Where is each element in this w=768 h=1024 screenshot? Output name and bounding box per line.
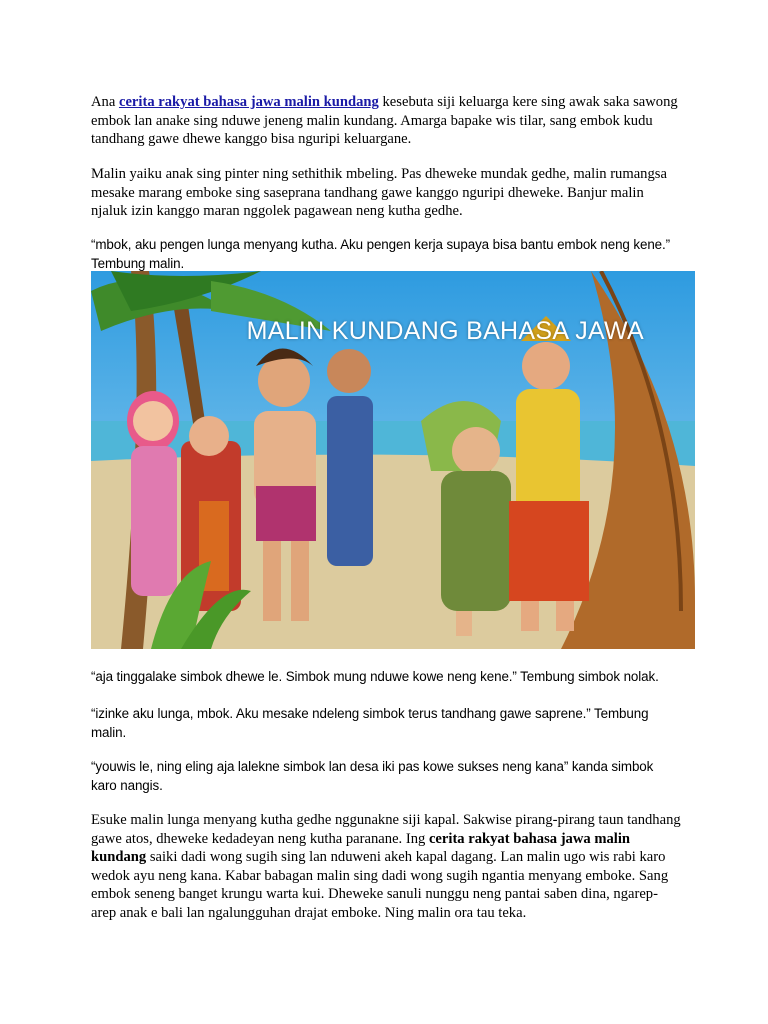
article-keyword-link[interactable]: cerita rakyat bahasa jawa malin kundang <box>118 94 379 110</box>
illustration-title: MALIN KUNDANG BAHASA JAWA <box>246 317 644 345</box>
paragraph-mother-blessing: “youwis le, ning eling aja lalekne simbok lan desa iki pas kowe sukses neng kana” kanda simbok karo nangis. <box>91 759 654 793</box>
paragraph-malin: Malin yaiku anak sing pinter ning sethithik mbeling. Pas dheweke mundak gedhe, malin rumangsa mesake marang emboke sing saseprana tandhang gawe kanggo nguripi dheweke. Banjur malin njaluk izin kanggo maran nggolek pagawean neng kutha gedhe. <box>91 166 667 220</box>
story-illustration <box>91 271 695 649</box>
departure-text-start: Esuke malin lunga menyang kutha gedhe nggunakne siji kapal. Sakwise pirang-pirang taun tandhang gawe atos, dheweke kedadeyan neng kutha paranane. Ing <box>91 812 681 847</box>
paragraph-malin-pleads: “izinke aku lunga, mbok. Aku mesake ndeleng simbok terus tandhang gawe saprene.” Tembung malin. <box>91 706 649 740</box>
article-keyword-bold: cerita rakyat bahasa jawa malin kundang <box>91 830 631 866</box>
intro-text-start: Ana <box>91 94 119 110</box>
paragraph-malin-departure <box>91 811 681 923</box>
paragraph-mother-refuses: “aja tinggalake simbok dhewe le. Simbok mung nduwe kowe neng kene.” Tembung simbok nolak. <box>91 669 659 684</box>
intro-text-end: kesebuta siji keluarga kere sing awak saka sawong embok lan anake sing nduwe jeneng malin kundang. Amarga bapake wis tilar, sang embok kudu tandhang gawe dhewe kanggo bisa nguripi keluargane. <box>91 94 678 148</box>
paragraph-intro <box>91 93 681 149</box>
departure-text-end: saiki dadi wong sugih sing lan nduweni akeh kapal dagang. Lan malin ugo wis rabi karo wedok ayu neng kana. Kabar babagan malin sing dadi wong sugih ngantia menyang emboke. Sang embok seneng banget krungu warta kui. Dheweke sanuli nunggu neng pantai saben dina, ngarep-arep anak e bali lan ngalungguhan drajat emboke. Ning malin ora tau teka. <box>91 849 669 921</box>
paragraph-malin-request: “mbok, aku pengen lunga menyang kutha. Aku pengen kerja supaya bisa bantu embok neng kene.” Tembung malin. <box>91 237 671 271</box>
